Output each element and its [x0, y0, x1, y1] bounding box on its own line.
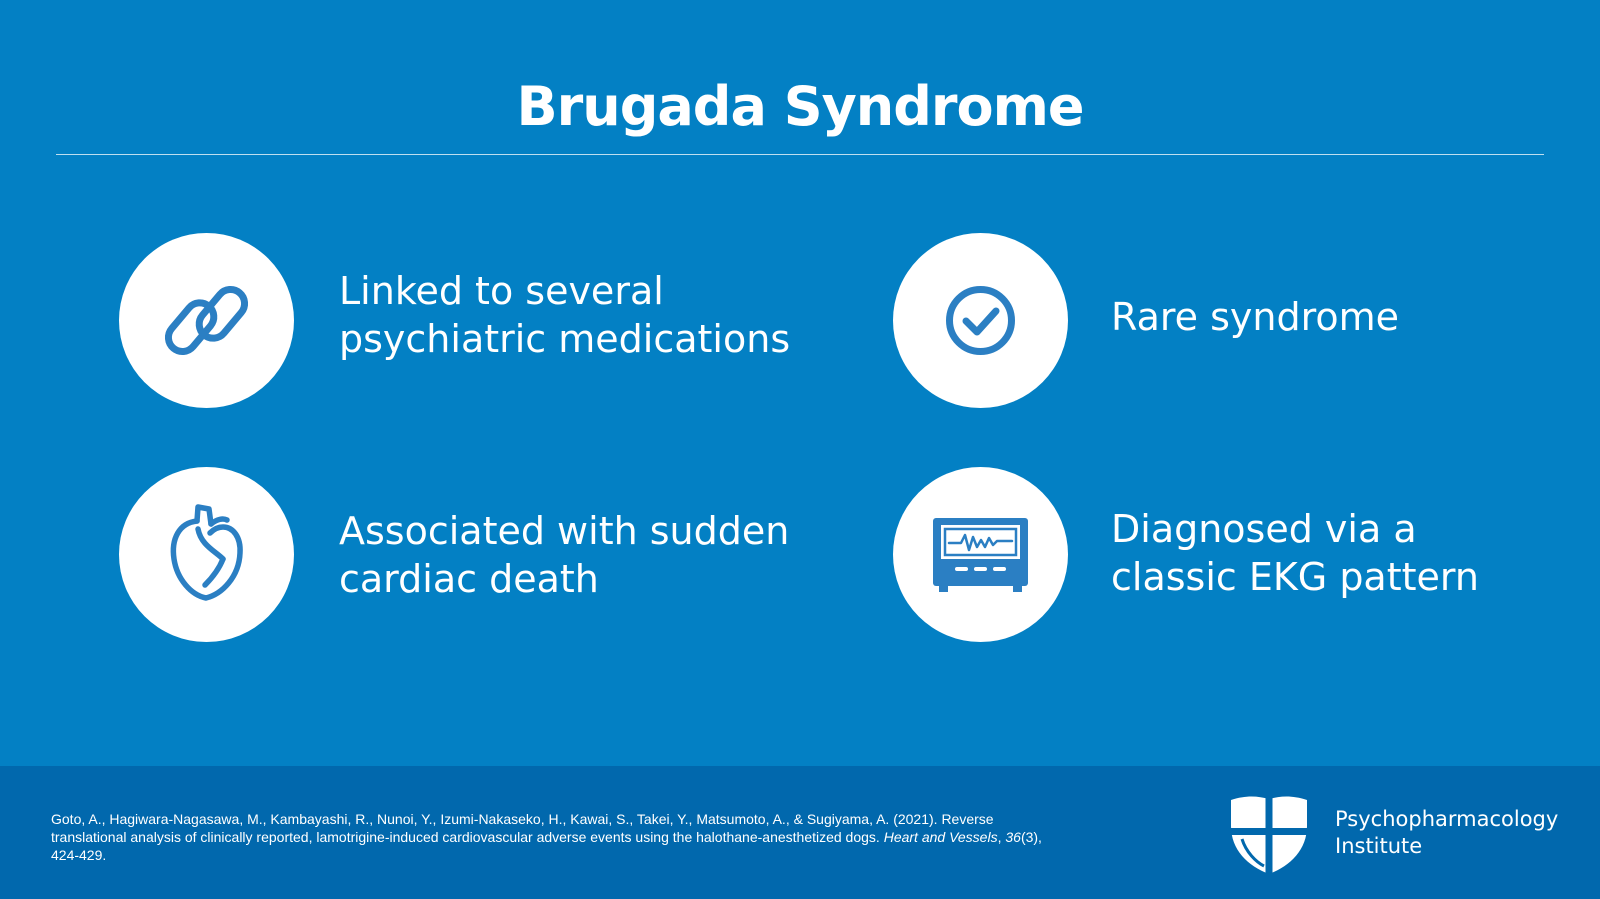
- logo-line-2: Institute: [1335, 834, 1423, 858]
- footer: [0, 766, 1600, 899]
- logo-text: [1335, 806, 1558, 860]
- chain-link-icon: [119, 233, 294, 408]
- reference-journal: Heart and Vessels: [883, 829, 998, 845]
- feature-line: Associated with sudden: [339, 509, 790, 553]
- slide-title: Brugada Syndrome: [516, 75, 1084, 138]
- ekg-monitor-icon: [893, 467, 1068, 642]
- feature-line: classic EKG pattern: [1111, 555, 1479, 599]
- reference-authors-title: Goto, A., Hagiwara-Nagasawa, M., Kambayashi, R., Nunoi, Y., Izumi-Nakaseko, H., Kawai, S., Takei, Y., Matsumoto, A., & Sugiyama, A. (2021). Reverse translational analysis of clinically reported, lamotrigine-induced cardiovascular adverse events using the halothane-anesthetized dogs.: [51, 811, 994, 845]
- feature-line: psychiatric medications: [339, 317, 791, 361]
- reference-issue-pages: (3), 424-429.: [51, 829, 1042, 863]
- heart-icon: [119, 467, 294, 642]
- feature-text-ekg: [1111, 505, 1479, 601]
- feature-icon-circle-cardiac: [119, 467, 294, 642]
- institute-logo: [1228, 794, 1558, 876]
- reference-volume: 36: [1005, 829, 1021, 845]
- reference-citation: [51, 810, 1071, 864]
- check-circle-icon: [893, 233, 1068, 408]
- shield-logo-icon: [1228, 794, 1310, 876]
- feature-icon-circle-ekg: [893, 467, 1068, 642]
- feature-text-cardiac: [339, 507, 789, 603]
- feature-line: Rare syndrome: [1111, 295, 1400, 339]
- feature-line: cardiac death: [339, 557, 599, 601]
- reference-separator: ,: [997, 829, 1006, 845]
- feature-text-linked: [339, 267, 790, 363]
- title-divider: [56, 154, 1544, 155]
- logo-line-1: Psychopharmacology: [1335, 807, 1559, 831]
- feature-icon-circle-rare: [893, 233, 1068, 408]
- feature-icon-circle-linked: [119, 233, 294, 408]
- feature-line: Diagnosed via a: [1111, 507, 1417, 551]
- feature-line: Linked to several: [339, 269, 664, 313]
- feature-text-rare: [1111, 293, 1399, 341]
